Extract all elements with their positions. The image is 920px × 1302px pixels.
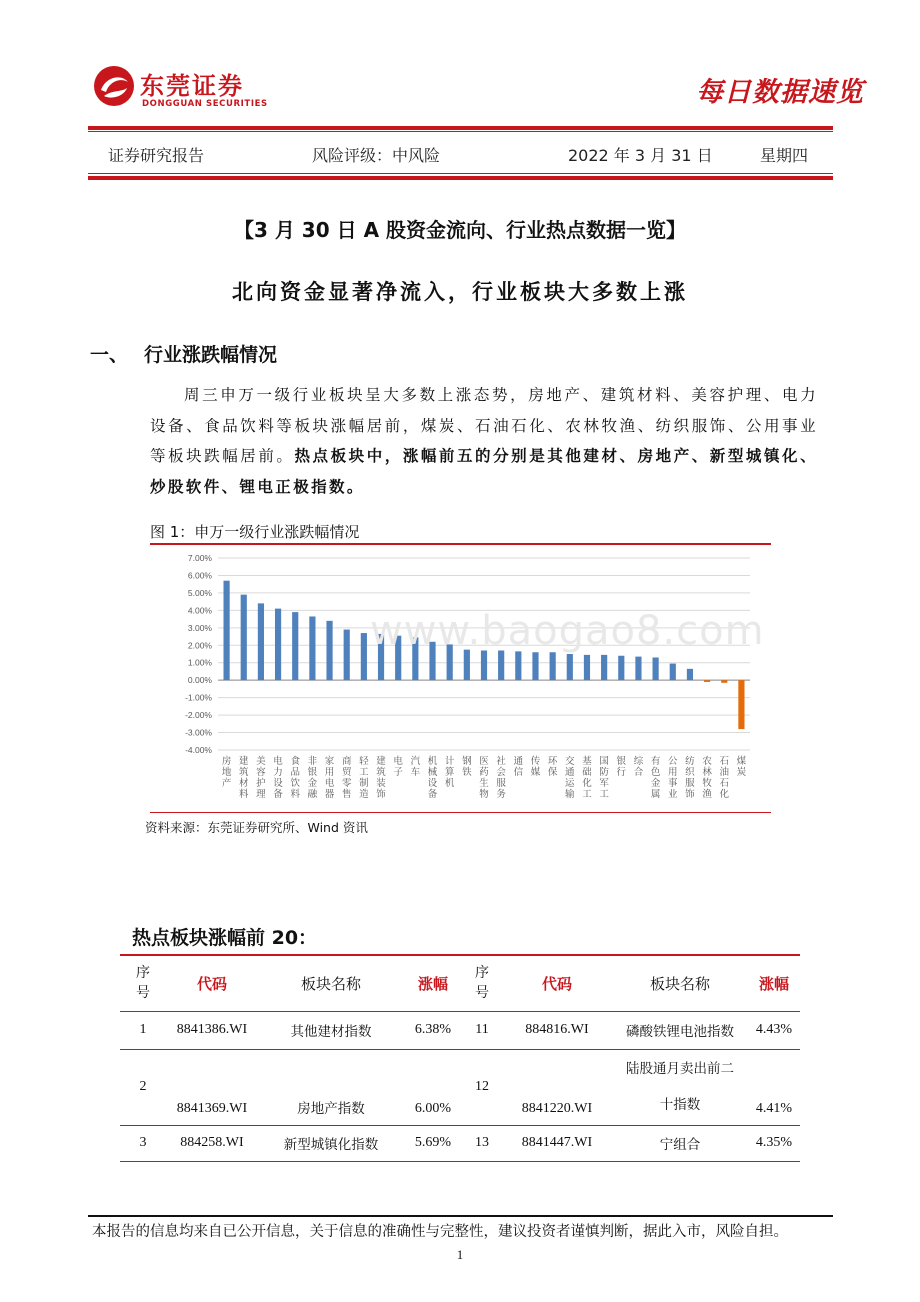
y-tick-label: 5.00% bbox=[187, 587, 212, 598]
bar bbox=[515, 651, 521, 680]
bar bbox=[241, 595, 247, 681]
x-tick-label: 纺织服饰 bbox=[685, 756, 695, 800]
cell-index: 2 bbox=[139, 1079, 147, 1094]
bar bbox=[635, 657, 641, 681]
cell-index: 12 bbox=[475, 1079, 489, 1094]
x-tick-label: 家用电器 bbox=[324, 756, 335, 800]
cell-code: 8841220.WI bbox=[521, 1100, 593, 1116]
bar bbox=[309, 616, 315, 680]
header-index-2 bbox=[462, 955, 502, 1011]
figure-source: 资料来源：东莞证券研究所、Wind 资讯 bbox=[145, 820, 368, 835]
bar bbox=[687, 669, 693, 680]
cell-change: 6.00% bbox=[414, 1100, 452, 1116]
company-name-cn: 东莞证券 bbox=[140, 71, 244, 100]
x-tick-label: 房地产 bbox=[221, 756, 232, 789]
y-tick-label: 6.00% bbox=[187, 570, 212, 581]
table-row bbox=[120, 1125, 800, 1161]
report-type: 证券研究报告 bbox=[108, 146, 205, 165]
risk-rating: 风险评级：中风险 bbox=[312, 146, 441, 165]
header-change-2: 涨幅 bbox=[758, 974, 789, 993]
cell-name bbox=[612, 1049, 748, 1125]
x-tick-label: 机械设备 bbox=[427, 756, 438, 800]
x-tick-label: 煤炭 bbox=[736, 756, 747, 778]
bar bbox=[704, 680, 710, 682]
header-change: 涨幅 bbox=[417, 974, 448, 993]
header-bottom-rule bbox=[88, 176, 833, 180]
cell-change: 5.69% bbox=[414, 1135, 452, 1150]
bar bbox=[670, 664, 676, 681]
bar bbox=[275, 609, 281, 681]
company-logo-icon bbox=[92, 64, 136, 108]
bar bbox=[223, 581, 229, 680]
cell-name: 宁组合 bbox=[659, 1137, 701, 1153]
y-tick-label: -1.00% bbox=[185, 692, 212, 703]
y-tick-label: 2.00% bbox=[187, 640, 212, 651]
cell-name: 房地产指数 bbox=[297, 1100, 365, 1117]
x-tick-label: 汽车 bbox=[410, 756, 421, 778]
bar bbox=[464, 650, 470, 681]
x-tick-label: 电力设备 bbox=[273, 756, 283, 800]
x-tick-label: 通信 bbox=[513, 756, 524, 778]
cell-code: 884258.WI bbox=[180, 1135, 244, 1150]
x-tick-label: 公用事业 bbox=[668, 756, 678, 800]
x-tick-label: 基础化工 bbox=[582, 756, 592, 800]
x-tick-label: 非银金融 bbox=[307, 756, 318, 800]
bar bbox=[326, 621, 332, 680]
cell-code: 8841447.WI bbox=[521, 1135, 593, 1150]
paragraph-bold-text: 热点板块中，涨幅前五的分别是其他建材、房地产、新型城镇化、炒股软件、锂电正极指数。 bbox=[150, 446, 818, 496]
brand-title: 每日数据速览 bbox=[696, 77, 864, 108]
bar bbox=[361, 633, 367, 680]
header-code-2: 代码 bbox=[541, 974, 572, 993]
x-tick-label: 轻工制造 bbox=[359, 756, 369, 800]
footer-rule bbox=[88, 1215, 833, 1217]
table-row bbox=[120, 1049, 800, 1125]
x-tick-label: 社会服务 bbox=[496, 756, 506, 800]
x-tick-label: 环保 bbox=[547, 756, 558, 778]
page-number: 1 bbox=[456, 1247, 464, 1262]
y-tick-label: -3.00% bbox=[185, 727, 212, 738]
footer-disclaimer: 本报告的信息均来自已公开信息，关于信息的准确性与完整性，建议投资者谨慎判断，据此入市，风险自担。 bbox=[92, 1224, 788, 1240]
x-tick-label: 钢铁 bbox=[462, 756, 472, 778]
cell-name-line1: 陆股通月卖出前二 bbox=[626, 1061, 734, 1077]
company-name-en: DONGGUAN SECURITIES bbox=[142, 99, 268, 109]
cell-index: 3 bbox=[139, 1135, 147, 1150]
x-tick-label: 建筑装饰 bbox=[376, 756, 386, 800]
y-tick-label: 4.00% bbox=[187, 605, 212, 616]
figure-bottom-rule bbox=[150, 812, 771, 813]
bar bbox=[601, 655, 607, 680]
x-tick-label: 计算机 bbox=[444, 756, 455, 789]
header-index bbox=[120, 955, 166, 1011]
bar bbox=[618, 656, 624, 680]
bar bbox=[738, 680, 744, 729]
bar bbox=[550, 652, 556, 680]
bar bbox=[292, 612, 298, 680]
x-tick-label: 银行 bbox=[616, 756, 627, 778]
cell-change: 4.43% bbox=[755, 1022, 793, 1037]
cell-change: 4.35% bbox=[755, 1135, 793, 1150]
x-tick-label: 交通运输 bbox=[565, 756, 575, 800]
bar bbox=[258, 603, 264, 680]
figure-title: 图 1：申万一级行业涨跌幅情况 bbox=[150, 523, 360, 541]
header-index-text: 序号 bbox=[136, 965, 150, 1002]
x-tick-label: 农林牧渔 bbox=[702, 756, 712, 800]
x-tick-label: 商贸零售 bbox=[341, 756, 352, 800]
x-tick-label: 食品饮料 bbox=[290, 756, 300, 800]
cell-change: 4.41% bbox=[755, 1100, 793, 1116]
x-tick-label: 医药生物 bbox=[479, 756, 489, 800]
bar bbox=[721, 680, 727, 683]
y-tick-label: -4.00% bbox=[185, 745, 212, 755]
x-tick-label: 有色金属 bbox=[650, 756, 661, 800]
x-tick-label: 建筑材料 bbox=[238, 756, 249, 800]
section-title: 行业涨跌幅情况 bbox=[144, 344, 278, 366]
hot-table-title: 热点板块涨幅前 20： bbox=[132, 927, 318, 949]
header-name: 板块名称 bbox=[300, 974, 361, 993]
header-top-rule bbox=[88, 126, 833, 130]
cell-code: 884816.WI bbox=[525, 1022, 589, 1037]
y-tick-label: 0.00% bbox=[187, 675, 212, 686]
header-name-2: 板块名称 bbox=[649, 974, 710, 993]
report-date: 2022 年 3 月 31 日 bbox=[568, 146, 713, 165]
table-row bbox=[120, 1011, 800, 1049]
page-title: 【3 月 30 日 A 股资金流向、行业热点数据一览】 bbox=[233, 218, 687, 242]
bar bbox=[653, 657, 659, 680]
cell-index: 11 bbox=[475, 1022, 489, 1037]
watermark: www.baogao8.com bbox=[370, 608, 765, 654]
report-weekday: 星期四 bbox=[760, 146, 809, 165]
y-tick-label: 3.00% bbox=[187, 622, 212, 633]
cell-change: 6.38% bbox=[414, 1022, 452, 1037]
y-tick-label: -2.00% bbox=[185, 710, 212, 721]
section-number: 一、 bbox=[90, 344, 129, 366]
cell-name: 其他建材指数 bbox=[290, 1024, 372, 1040]
y-tick-label: 7.00% bbox=[187, 553, 212, 563]
bar bbox=[567, 654, 573, 680]
x-tick-label: 石油石化 bbox=[719, 756, 730, 800]
header-top-rule-thin bbox=[88, 131, 833, 132]
industry-change-bar-chart bbox=[150, 546, 771, 812]
table-header-row bbox=[120, 955, 800, 1011]
figure-top-rule bbox=[150, 543, 771, 545]
bar bbox=[344, 630, 350, 681]
header-index-2-text: 序号 bbox=[475, 965, 489, 1002]
header-bottom-rule-thin bbox=[88, 173, 833, 174]
y-tick-label: 1.00% bbox=[187, 657, 212, 668]
x-tick-label: 美容护理 bbox=[256, 756, 266, 800]
cell-code: 8841369.WI bbox=[176, 1100, 248, 1116]
bar bbox=[498, 651, 504, 681]
x-tick-label: 国防军工 bbox=[599, 756, 609, 800]
header-code: 代码 bbox=[196, 974, 227, 993]
cell-code: 8841386.WI bbox=[176, 1022, 248, 1037]
paragraph-normal-text: 周三申万一级行业板块呈大多数上涨态势，房地产、建筑材料、美容护理、电力设备、食品饮料等板块涨幅居前，煤炭、石油石化、农林牧渔、纺织服饰、公用事业等板块跌幅居前。 bbox=[150, 386, 818, 465]
section-paragraph bbox=[150, 380, 818, 502]
cell-name: 新型城镇化指数 bbox=[283, 1137, 379, 1153]
cell-index: 13 bbox=[475, 1135, 489, 1150]
bar bbox=[481, 651, 487, 681]
x-tick-label: 传媒 bbox=[530, 756, 541, 778]
x-tick-label: 综合 bbox=[633, 756, 644, 778]
cell-name: 磷酸铁锂电池指数 bbox=[626, 1024, 734, 1040]
cell-name-line2: 十指数 bbox=[659, 1097, 701, 1113]
page-subtitle: 北向资金显著净流入，行业板块大多数上涨 bbox=[232, 279, 688, 304]
bar bbox=[584, 655, 590, 680]
x-tick-label: 电子 bbox=[393, 756, 403, 778]
cell-index: 1 bbox=[139, 1022, 147, 1037]
bar bbox=[532, 652, 538, 680]
hot-sectors-table bbox=[120, 954, 800, 1162]
